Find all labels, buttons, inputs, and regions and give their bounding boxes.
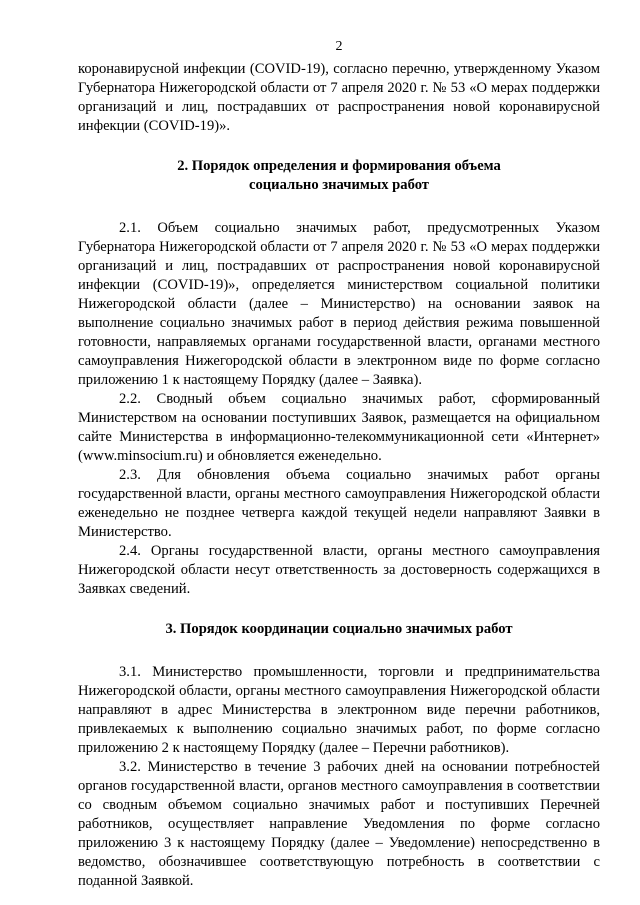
paragraph-3-1: 3.1. Министерство промышленности, торговли и предпринимательства Нижегородской области, органы местного самоуправления Нижегородской области направляют в адрес Министерства в электронном виде перечни работников, привлекаемых к выполнению социально значимых работ, по форме согласно приложению 2 к настоящему Порядку (далее – Перечни работников). xyxy=(78,664,600,756)
paragraph-2-3: 2.3. Для обновления объема социально значимых работ органы государственной власти, органы местного самоуправления Нижегородской области еженедельно не позднее четверга каждой текущей недели направляют Заявки в Министерство. xyxy=(78,467,600,540)
section-2-heading-line-2: социально значимых работ xyxy=(249,177,429,193)
paragraph-2-1: 2.1. Объем социально значимых работ, предусмотренных Указом Губернатора Нижегородской области от 7 апреля 2020 г. № 53 «О мерах поддержки организаций и лиц, пострадавших от распространения новой коронавирусной инфекции (COVID-19)», определяется министерством социальной политики Нижегородской области (далее – Министерство) на основании заявок на выполнение социально значимых работ в период действия режима повышенной готовности, направляемых органами государственной власти, органами местного самоуправления Нижегородской области в электронном виде по форме согласно приложению 1 к настоящему Порядку (далее – Заявка). xyxy=(78,220,600,388)
document-page xyxy=(78,0,600,905)
intro-paragraph: коронавирусной инфекции (COVID-19), согласно перечню, утвержденному Указом Губернатора Нижегородской области от 7 апреля 2020 г. № 53 «О мерах поддержки организаций и лиц, пострадавших от распространения новой коронавирусной инфекции (COVID-19)». xyxy=(78,61,600,134)
document-body xyxy=(78,60,600,891)
section-2-heading xyxy=(78,157,600,195)
paragraph-2-2: 2.2. Сводный объем социально значимых работ, сформированный Министерством на основании поступивших Заявок, размещается на официальном сайте Министерства в информационно-телекоммуникационной сети «Интернет» (www.minsocium.ru) и обновляется еженедельно. xyxy=(78,391,600,464)
section-2-heading-line-1: 2. Порядок определения и формирования объема xyxy=(177,158,501,174)
section-3-heading: 3. Порядок координации социально значимых работ xyxy=(165,621,513,637)
paragraph-2-4: 2.4. Органы государственной власти, органы местного самоуправления Нижегородской области несут ответственность за достоверность содержащихся в Заявках сведений. xyxy=(78,543,600,597)
paragraph-3-2: 3.2. Министерство в течение 3 рабочих дней на основании потребностей органов государственной власти, органов местного самоуправления в соответствии со сводным объемом социально значимых работ и поступивших Перечней работников, осуществляет направление Уведомления по форме согласно приложению 3 к настоящему Порядку (далее – Уведомление) непосредственно в ведомство, обозначившее соответствующую потребность в соответствии с поданной Заявкой. xyxy=(78,759,600,889)
page-number: 2 xyxy=(335,39,343,54)
